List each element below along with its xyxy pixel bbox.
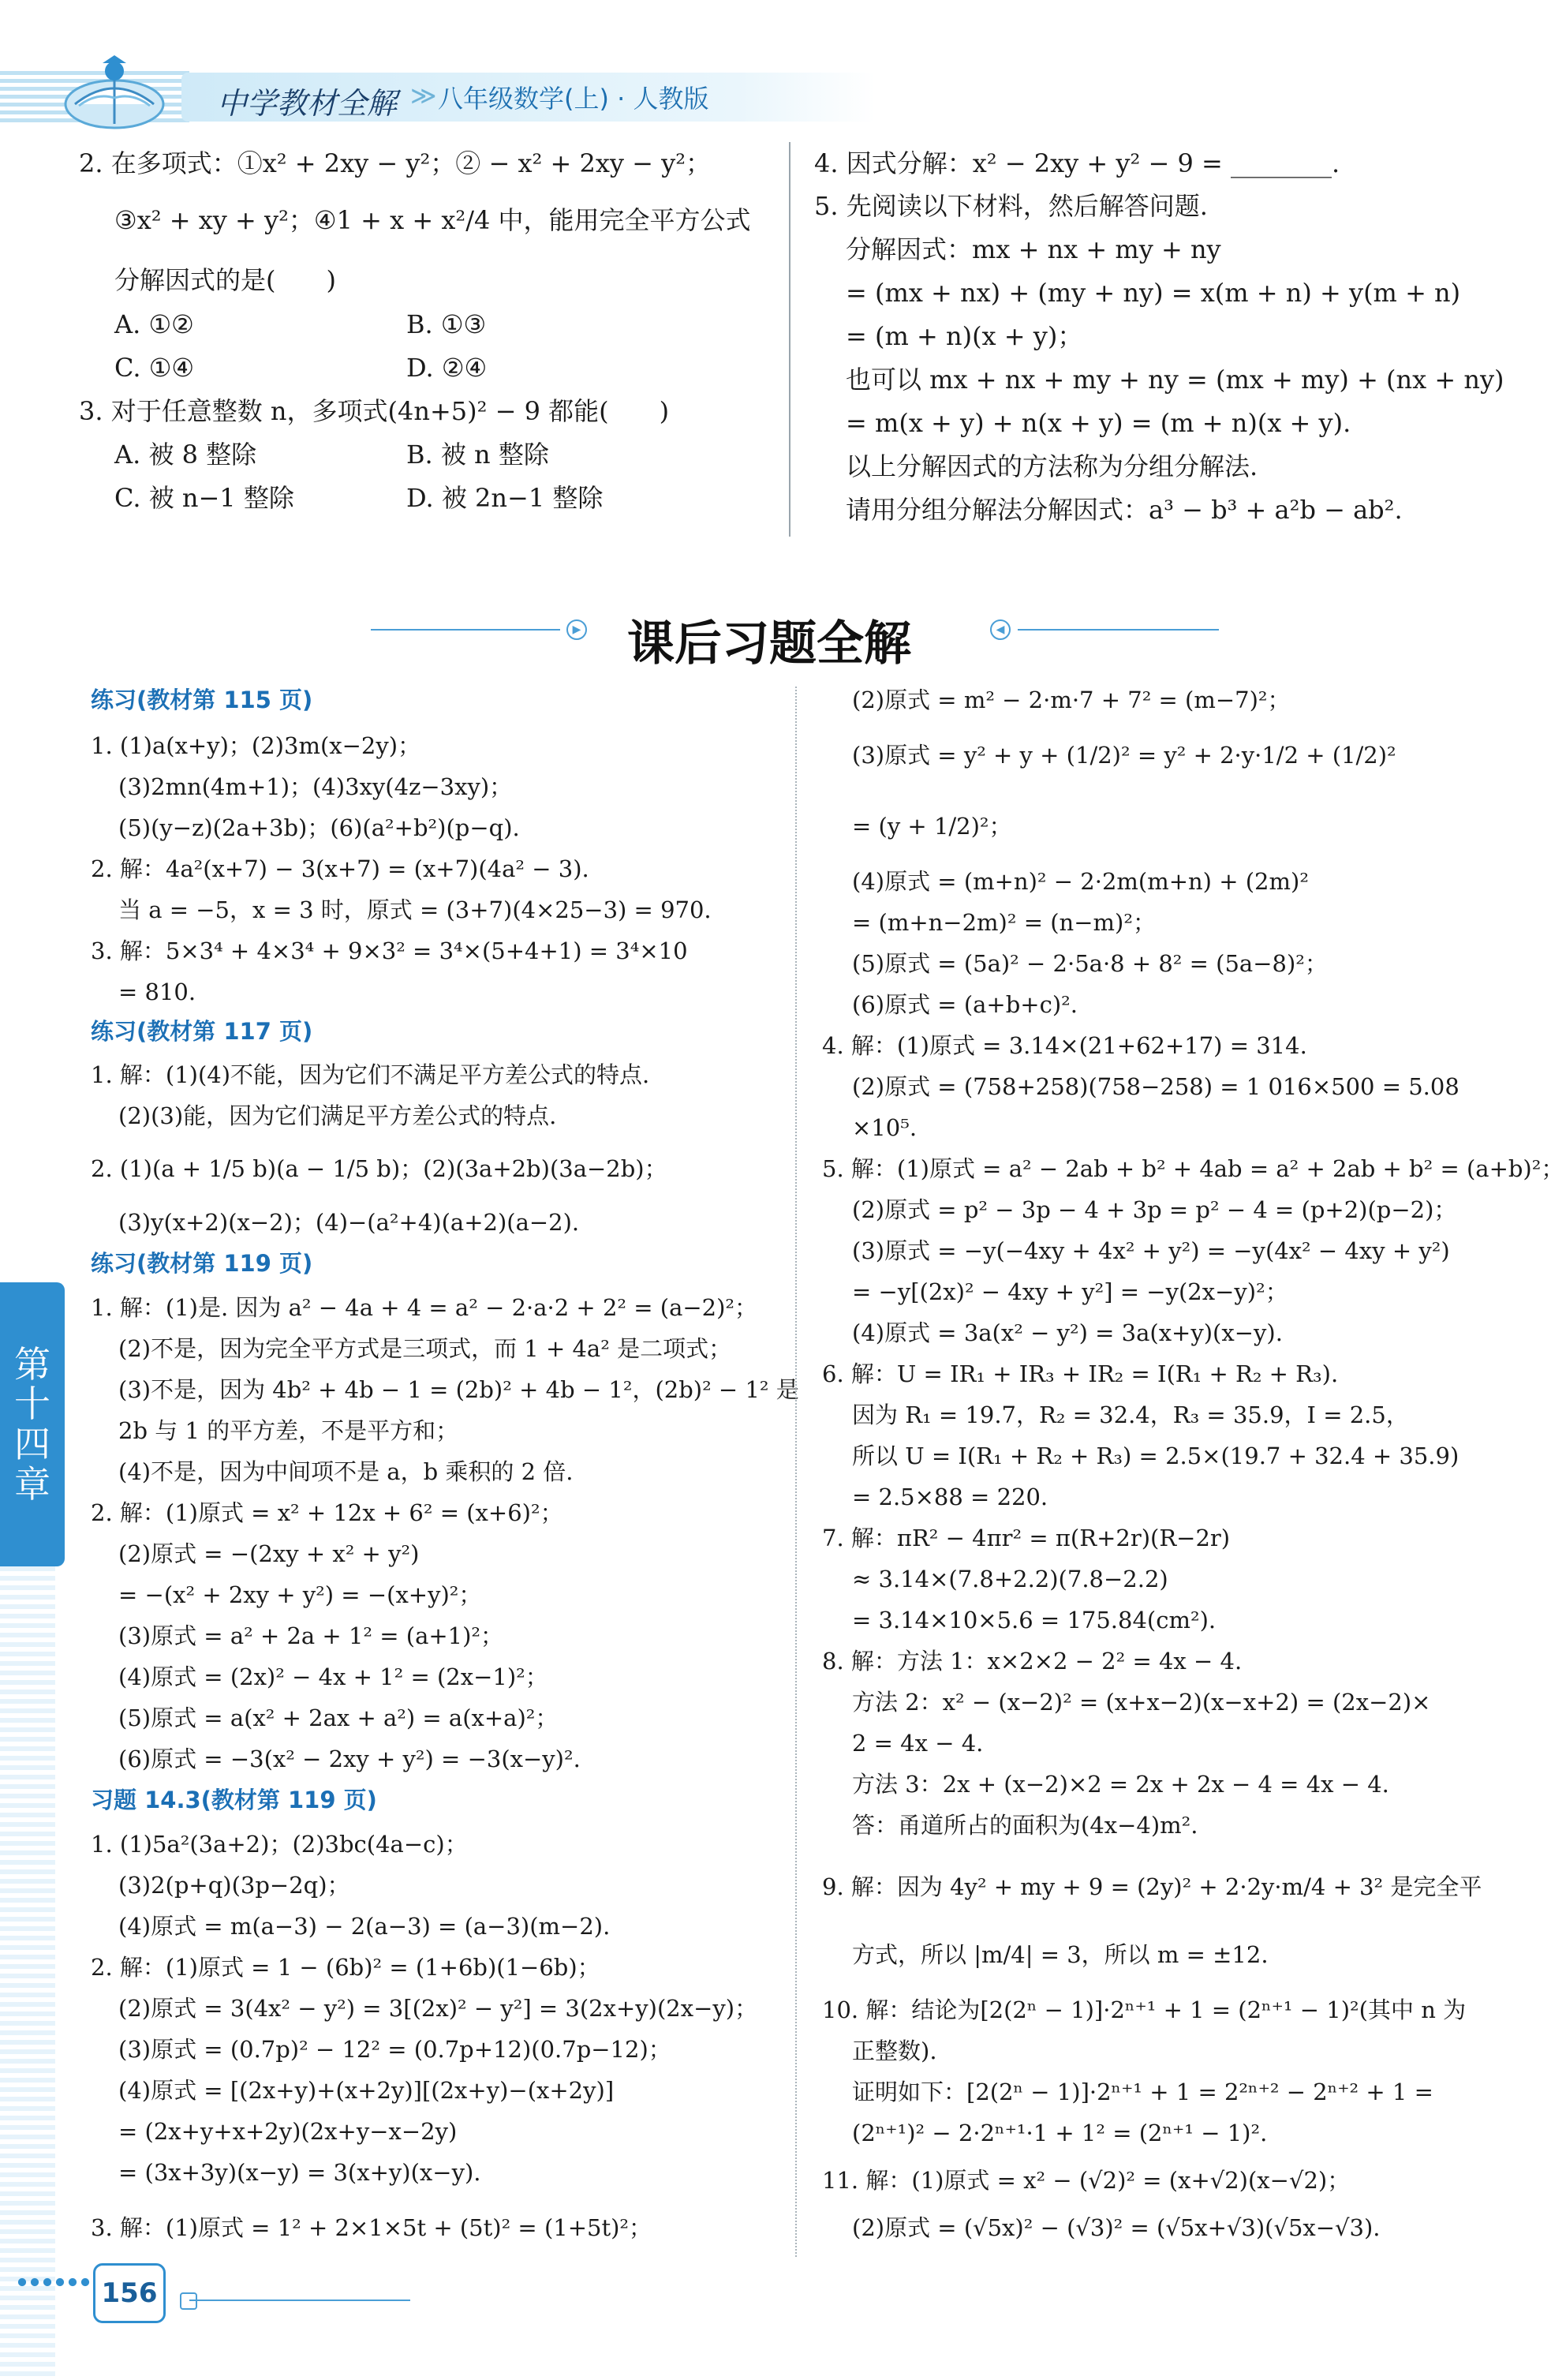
side-stripes [0, 1566, 55, 2380]
answer-line: (2)原式 = 3(4x² − y²) = 3[(2x)² − y²] = 3(2x+y)(2x−y)； [118, 1995, 758, 2022]
answer-line: = (y + 1/2)²； [852, 813, 1012, 840]
answer-line: 2. (1)(a + 1/5 b)(a − 1/5 b)；(2)(3a+2b)(3a−2b)； [91, 1155, 667, 1182]
answer-line: (3)原式 = y² + y + (1/2)² = y² + 2·y·1/2 + (1/2)² [852, 742, 1396, 769]
answer-line: (2ⁿ⁺¹)² − 2·2ⁿ⁺¹·1 + 1² = (2ⁿ⁺¹ − 1)². [852, 2120, 1268, 2146]
answer-line: 方法 3：2x + (x−2)×2 = 2x + 2x − 4 = 4x − 4. [852, 1771, 1389, 1798]
answer-line: (5)(y−z)(2a+3b)；(6)(a²+b²)(p−q). [118, 814, 520, 841]
answer-line: 8. 解：方法 1：x×2×2 − 2² = 4x − 4. [822, 1648, 1243, 1675]
answer-line: 4. 解：(1)原式 = 3.14×(21+62+17) = 314. [822, 1032, 1307, 1059]
q4-line: 4. 因式分解：x² − 2xy + y² − 9 = ________. [814, 148, 1340, 178]
answer-line: 证明如下：[2(2ⁿ − 1)]·2ⁿ⁺¹ + 1 = 2²ⁿ⁺² − 2ⁿ⁺² + 1 = [852, 2079, 1433, 2105]
chapter-tab-char: 四 [14, 1423, 50, 1465]
q2-option-b: B. ①③ [406, 309, 487, 339]
answer-line: 9. 解：因为 4y² + my + 9 = (2y)² + 2·2y·m/4 + 3² 是完全平 [822, 1873, 1482, 1900]
answer-line: (4)原式 = (2x)² − 4x + 1² = (2x−1)²； [118, 1663, 548, 1690]
footer-rule [189, 2300, 410, 2301]
answer-line: 因为 R₁ = 19.7，R₂ = 32.4，R₃ = 35.9，I = 2.5， [852, 1401, 1409, 1428]
answer-line: (2)不是，因为完全平方式是三项式，而 1 + 4a² 是二项式； [118, 1335, 732, 1362]
answer-line: 2. 解：4a²(x+7) − 3(x+7) = (x+7)(4a² − 3). [91, 855, 589, 882]
answer-line: 3. 解：(1)原式 = 1² + 2×1×5t + (5t)² = (1+5t)²； [91, 2214, 652, 2241]
answer-line: (3)y(x+2)(x−2)；(4)−(a²+4)(a+2)(a−2). [118, 1209, 580, 1236]
chapter-tab-char: 十 [14, 1383, 50, 1426]
answer-line: (3)原式 = (0.7p)² − 12² = (0.7p+12)(0.7p−12)； [118, 2036, 671, 2063]
book-subtitle: 八年级数学(上) · 人教版 [438, 84, 709, 114]
answer-line: 2b 与 1 的平方差，不是平方和； [118, 1417, 459, 1444]
page-number: 156 [93, 2263, 166, 2323]
answer-line: ×10⁵. [852, 1114, 918, 1141]
heading-p119: 练习(教材第 119 页) [91, 1250, 313, 1277]
q5-line6: = m(x + y) + n(x + y) = (m + n)(x + y). [846, 408, 1351, 438]
answer-line: (4)原式 = (m+n)² − 2·2m(m+n) + (2m)² [852, 868, 1309, 895]
answer-line: 6. 解：U = IR₁ + IR₃ + IR₂ = I(R₁ + R₂ + R₃). [822, 1360, 1339, 1387]
answer-line: 5. 解：(1)原式 = a² − 2ab + b² + 4ab = a² + 2ab + b² = (a+b)²； [822, 1155, 1564, 1182]
answer-line: 答：甬道所占的面积为(4x−4)m². [852, 1812, 1198, 1839]
q5-line8: 请用分组分解法分解因式：a³ − b³ + a²b − ab². [846, 495, 1403, 525]
answer-line: = 2.5×88 = 220. [852, 1484, 1048, 1510]
answer-line: = (2x+y+x+2y)(2x+y−x−2y) [118, 2118, 458, 2145]
answer-line: 10. 解：结论为[2(2ⁿ − 1)]·2ⁿ⁺¹ + 1 = (2ⁿ⁺¹ − 1)²(其中 n 为 [822, 1996, 1467, 2023]
answer-line: (2)(3)能，因为它们满足平方差公式的特点. [118, 1102, 557, 1129]
q2-line1: 2. 在多项式：①x² + 2xy − y²；② − x² + 2xy − y²； [79, 148, 712, 178]
answer-line: (6)原式 = (a+b+c)². [852, 991, 1078, 1018]
series-title: 中学教材全解 [217, 86, 398, 121]
book-logo-icon [55, 49, 174, 136]
header-arrow-icon: ≫ [410, 80, 437, 110]
heading-p117: 练习(教材第 117 页) [91, 1018, 313, 1045]
answer-line: (3)2(p+q)(3p−2q)； [118, 1872, 350, 1899]
arrow-right-icon: ▶ [566, 619, 587, 640]
answer-line: (3)2mn(4m+1)；(4)3xy(4z−3xy)； [118, 773, 513, 800]
answer-line: 1. 解：(1)(4)不能，因为它们不满足平方差公式的特点. [91, 1061, 650, 1088]
answer-line: 1. 解：(1)是. 因为 a² − 4a + 4 = a² − 2·a·2 + 2² = (a−2)²； [91, 1294, 758, 1321]
answer-line: 方法 2：x² − (x−2)² = (x+x−2)(x−x+2) = (2x−2)× [852, 1689, 1431, 1716]
heading-p115: 练习(教材第 115 页) [91, 687, 313, 713]
q3-option-d: D. 被 2n−1 整除 [406, 483, 604, 513]
answer-line: 7. 解：πR² − 4πr² = π(R+2r)(R−2r) [822, 1525, 1231, 1551]
answer-line: (2)原式 = (758+258)(758−258) = 1 016×500 = 5.08 [852, 1073, 1459, 1100]
q5-line3: = (mx + nx) + (my + ny) = x(m + n) + y(m + n) [846, 278, 1461, 308]
section-rule-left [371, 629, 560, 631]
answer-line: (2)原式 = (√5x)² − (√3)² = (√5x+√3)(√5x−√3). [852, 2214, 1381, 2241]
bottom-column-divider [795, 687, 797, 2257]
q5-line4: = (m + n)(x + y)； [846, 321, 1083, 351]
answer-line: 1. (1)a(x+y)；(2)3m(x−2y)； [91, 732, 421, 759]
answer-line: (2)原式 = p² − 3p − 4 + 3p = p² − 4 = (p+2)(p−2)； [852, 1196, 1457, 1223]
answer-line: (2)原式 = m² − 2·m·7 + 7² = (m−7)²； [852, 687, 1291, 713]
q2-option-c: C. ①④ [114, 353, 195, 383]
q3-option-c: C. 被 n−1 整除 [114, 483, 294, 513]
answer-line: 所以 U = I(R₁ + R₂ + R₃) = 2.5×(19.7 + 32.4 + 35.9) [852, 1443, 1459, 1469]
answer-line: (3)原式 = a² + 2a + 1² = (a+1)²； [118, 1622, 504, 1649]
q3-option-b: B. 被 n 整除 [406, 440, 549, 470]
answer-line: (5)原式 = a(x² + 2ax + a²) = a(x+a)²； [118, 1705, 559, 1731]
chapter-tab-char: 第 [14, 1342, 50, 1386]
answer-line: ≈ 3.14×(7.8+2.2)(7.8−2.2) [852, 1566, 1168, 1592]
answer-line: 2. 解：(1)原式 = 1 − (6b)² = (1+6b)(1−6b)； [91, 1954, 600, 1981]
answer-line: (4)不是，因为中间项不是 a，b 乘积的 2 倍. [118, 1458, 574, 1485]
answer-line: 当 a = −5，x = 3 时，原式 = (3+7)(4×25−3) = 970. [118, 896, 712, 923]
answer-line: 正整数). [852, 2038, 937, 2064]
q2-option-d: D. ②④ [406, 353, 488, 383]
q5-line2: 分解因式：mx + nx + my + ny [846, 234, 1221, 264]
answer-line: = 810. [118, 979, 196, 1005]
q3-option-a: A. 被 8 整除 [114, 440, 257, 470]
q5-line7: 以上分解因式的方法称为分组分解法. [846, 451, 1258, 481]
answer-line: 3. 解：5×3⁴ + 4×3⁴ + 9×3² = 3⁴×(5+4+1) = 3⁴×10 [91, 937, 688, 964]
answer-line: = −(x² + 2xy + y²) = −(x+y)²； [118, 1581, 482, 1608]
q2-line2: ③x² + xy + y²；④1 + x + x²/4 中，能用完全平方公式 [114, 205, 751, 235]
answer-line: (5)原式 = (5a)² − 2·5a·8 + 8² = (5a−8)²； [852, 950, 1328, 977]
answer-line: 2 = 4x − 4. [852, 1730, 984, 1757]
answer-line: = −y[(2x)² − 4xy + y²] = −y(2x−y)²； [852, 1278, 1288, 1305]
q5-line1: 5. 先阅读以下材料，然后解答问题. [814, 191, 1208, 221]
answer-line: (2)原式 = −(2xy + x² + y²) [118, 1540, 420, 1567]
arrow-left-icon: ◀ [990, 619, 1011, 640]
footer-dots [16, 2277, 95, 2288]
chapter-tab [0, 1282, 65, 1566]
answer-line: = 3.14×10×5.6 = 175.84(cm²). [852, 1607, 1217, 1633]
answer-line: 1. (1)5a²(3a+2)；(2)3bc(4a−c)； [91, 1831, 468, 1858]
footer-box-icon [180, 2292, 197, 2310]
heading-exercise-14-3: 习题 14.3(教材第 119 页) [91, 1787, 377, 1813]
q2-line3: 分解因式的是( ) [114, 265, 336, 295]
section-title: 课后习题全解 [627, 616, 911, 672]
answer-line: (4)原式 = [(2x+y)+(x+2y)][(2x+y)−(x+2y)] [118, 2077, 615, 2104]
answer-line: (3)不是，因为 4b² + 4b − 1 = (2b)² + 4b − 1²，(2b)² − 1² 是 [118, 1376, 799, 1403]
answer-line: (6)原式 = −3(x² − 2xy + y²) = −3(x−y)². [118, 1746, 581, 1772]
q5-line5: 也可以 mx + nx + my + ny = (mx + my) + (nx + ny) [846, 365, 1504, 395]
q3-line1: 3. 对于任意整数 n，多项式(4n+5)² − 9 都能( ) [79, 396, 670, 426]
answer-line: 11. 解：(1)原式 = x² − (√2)² = (x+√2)(x−√2)； [822, 2167, 1351, 2194]
answer-line: (4)原式 = m(a−3) − 2(a−3) = (a−3)(m−2). [118, 1913, 611, 1940]
section-rule-right [1018, 629, 1219, 631]
top-column-divider [789, 142, 790, 537]
answer-line: (4)原式 = 3a(x² − y²) = 3a(x+y)(x−y). [852, 1319, 1283, 1346]
answer-line: = (3x+3y)(x−y) = 3(x+y)(x−y). [118, 2159, 481, 2186]
answer-line: = (m+n−2m)² = (n−m)²； [852, 909, 1156, 936]
answer-line: (3)原式 = −y(−4xy + 4x² + y²) = −y(4x² − 4xy + y²) [852, 1237, 1450, 1264]
answer-line: 方式，所以 |m/4| = 3，所以 m = ±12. [852, 1941, 1269, 1968]
q2-option-a: A. ①② [114, 309, 194, 339]
chapter-tab-char: 章 [14, 1462, 50, 1506]
answer-line: 2. 解：(1)原式 = x² + 12x + 6² = (x+6)²； [91, 1499, 563, 1526]
